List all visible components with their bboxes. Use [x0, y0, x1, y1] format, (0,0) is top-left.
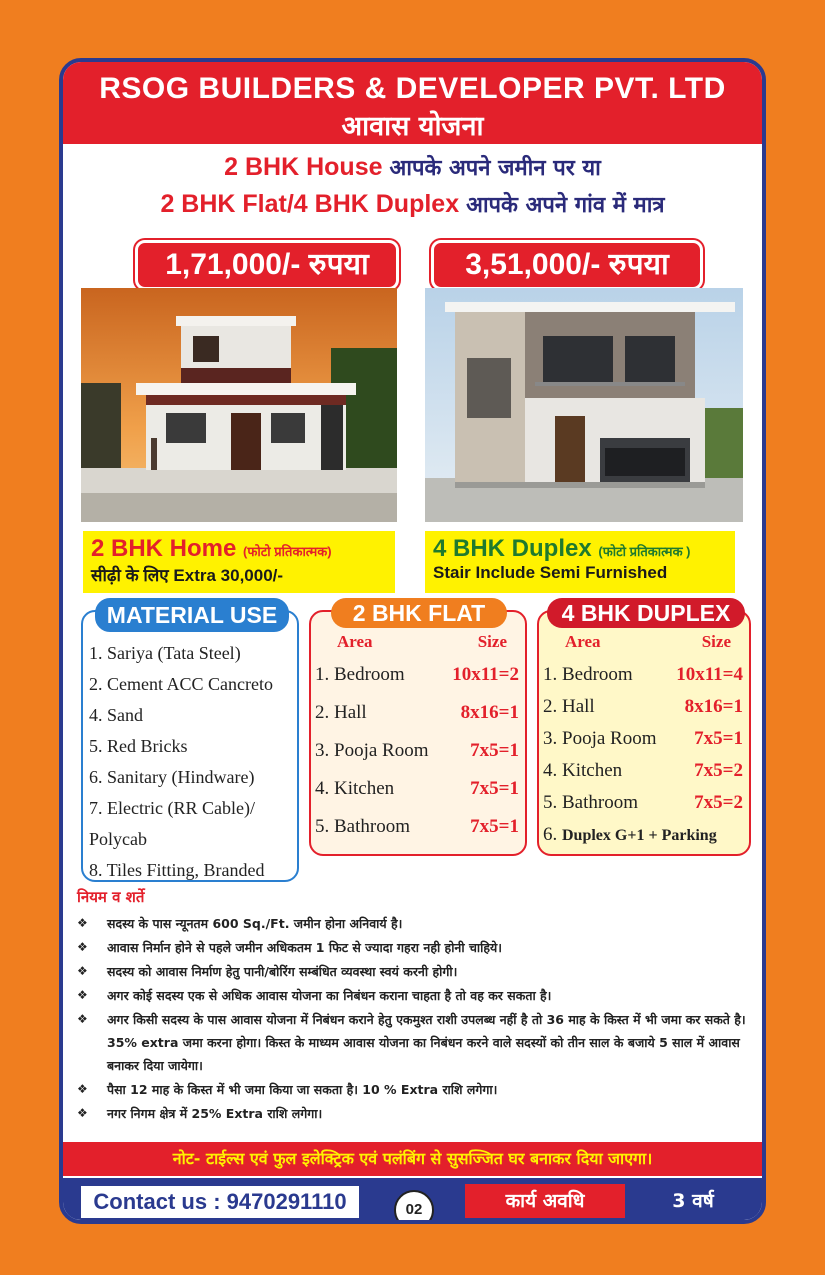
rule-item: [77, 1078, 757, 1101]
note-label: नोट-: [172, 1149, 201, 1168]
room-size: 7x5=1: [470, 778, 519, 799]
duration-value: 3 वर्ष: [672, 1190, 714, 1212]
price-4bhk: 3,51,000/- रुपया: [431, 240, 703, 290]
room-name: 5. Bathroom: [543, 792, 638, 813]
rule-item: [77, 1102, 757, 1125]
rule-text: सदस्य के पास न्यूनतम 600 Sq./Ft. जमीन होना अनिवार्य है।: [107, 916, 403, 931]
caption-duplex-note: (फोटो प्रतिकात्मक ): [598, 544, 691, 559]
brochure-page: [59, 58, 766, 1224]
duplex-rows: [543, 664, 743, 856]
duplex-title: 4 BHK DUPLEX: [547, 598, 745, 628]
diamond-bullet-icon: ❖: [77, 1012, 88, 1026]
diamond-bullet-icon: ❖: [77, 940, 88, 954]
headline-2-english: 2 BHK Flat/4 BHK Duplex: [160, 190, 460, 218]
diamond-bullet-icon: ❖: [77, 916, 88, 930]
room-size: 8x16=1: [684, 696, 743, 717]
duplex-row: [543, 824, 743, 856]
caption-4bhk-duplex: [425, 531, 735, 593]
room-name: 3. Pooja Room: [543, 728, 657, 749]
material-list: [89, 638, 273, 886]
rule-text: आवास निर्मान होने से पहले जमीन अधिकतम 1 फिट से ज्यादा गहरा नही होनी चाहिये।: [107, 940, 502, 955]
room-size: 7x5=1: [470, 816, 519, 837]
material-item: 7. Electric (RR Cable)/: [89, 798, 255, 818]
flat-row: [315, 702, 519, 740]
diamond-bullet-icon: ❖: [77, 1082, 88, 1096]
material-item: 5. Red Bricks: [89, 736, 188, 756]
room-size: 10x11=2: [452, 664, 519, 685]
duplex-row: [543, 792, 743, 824]
room-size: 7x5=2: [694, 760, 743, 781]
caption-home-title: 2 BHK Home: [91, 535, 237, 562]
scheme-title: आवास योजना: [341, 111, 484, 142]
flat-panel: [309, 600, 527, 856]
rule-item: [77, 1008, 757, 1077]
headline-1-english: 2 BHK House: [224, 153, 383, 181]
price-2bhk: 1,71,000/- रुपया: [135, 240, 399, 290]
room-name: 1. Bedroom: [315, 664, 405, 685]
diamond-bullet-icon: ❖: [77, 1106, 88, 1120]
rule-item: [77, 960, 757, 983]
room-size: 10x11=4: [676, 664, 743, 685]
material-panel: [81, 602, 299, 882]
duplex-row: [543, 728, 743, 760]
company-name: RSOG BUILDERS & DEVELOPER PVT. LTD: [99, 72, 726, 105]
room-size: 7x5=2: [694, 792, 743, 813]
material-item: Polycab: [89, 829, 147, 849]
material-item: 2. Cement ACC Cancreto: [89, 674, 273, 694]
flat-row: [315, 740, 519, 778]
headline-line-1: [63, 152, 762, 182]
material-title: MATERIAL USE: [95, 598, 289, 632]
note-bar: [63, 1142, 762, 1176]
rules-title: नियम व शर्ते: [77, 888, 145, 906]
headline-2-hindi: आपके अपने गांव में मात्र: [466, 193, 665, 218]
duplex-col-size: Size: [701, 632, 731, 651]
duplex-panel: [537, 600, 751, 856]
house-photo-4bhk-duplex: [425, 288, 743, 522]
duplex-row: [543, 696, 743, 728]
flat-col-size: Size: [477, 632, 507, 651]
material-item: 6. Sanitary (Hindware): [89, 767, 255, 787]
header-banner: [63, 62, 762, 144]
rule-text: पैसा 12 माह के किस्त में भी जमा किया जा सकता है। 10 % Extra राशि लगेगा।: [107, 1082, 498, 1097]
rule-item: [77, 984, 757, 1007]
page-number: 02: [394, 1190, 434, 1224]
room-size: 7x5=1: [470, 740, 519, 761]
rule-item: [77, 936, 757, 959]
contact-phone[interactable]: Contact us : 9470291110: [81, 1186, 359, 1218]
room-name: 4. Kitchen: [315, 778, 395, 799]
diamond-bullet-icon: ❖: [77, 964, 88, 978]
room-name: 2. Hall: [315, 702, 367, 723]
caption-2bhk-home: [83, 531, 395, 593]
rule-item: [77, 912, 757, 935]
duplex-row: [543, 664, 743, 696]
rule-text: अगर किसी सदस्य के पास आवास योजना में निबंधन कराने हेतु एकमुश्त राशी उपलब्ध नहीं है तो 36 माह के किस्त में भी जमा कर सकते है। 35% extra जमा करना होगा। किस्त के माध्यम आवास योजना का निबंधन करने वाले सदस्यों को तीन साल के बजाये 5 साल में आवास बनाकर दिया जायेगा।: [107, 1012, 746, 1073]
room-name: 4. Kitchen: [543, 760, 623, 781]
headline-line-2: [63, 189, 762, 219]
caption-duplex-sub: Stair Include Semi Furnished: [433, 563, 668, 582]
material-item: 1. Sariya (Tata Steel): [89, 643, 241, 663]
material-item: 4. Sand: [89, 705, 143, 725]
room-size: 7x5=1: [694, 728, 743, 749]
duplex-row: [543, 760, 743, 792]
flat-col-area: Area: [337, 632, 373, 651]
headline-1-hindi: आपके अपने जमीन पर या: [389, 156, 601, 181]
house-photo-2bhk: [81, 288, 397, 522]
room-name: 1. Bedroom: [543, 664, 633, 685]
diamond-bullet-icon: ❖: [77, 988, 88, 1002]
caption-home-sub: सीढ़ी के लिए Extra 30,000/-: [91, 566, 284, 585]
rule-text: सदस्य को आवास निर्माण हेतु पानी/बोरिंग सम्बंधित व्यवस्था स्वयं करनी होगी।: [107, 964, 458, 979]
room-name: 3. Pooja Room: [315, 740, 429, 761]
flat-row: [315, 664, 519, 702]
room-name: 2. Hall: [543, 696, 595, 717]
note-text: टाईल्स एवं फुल इलेक्ट्रिक एवं पलंबिंग से सुसज्जित घर बनाकर दिया जाएगा।: [206, 1149, 653, 1168]
rule-text: नगर निगम क्षेत्र में 25% Extra राशि लगेगा।: [107, 1106, 323, 1121]
rules-list: [77, 912, 757, 1126]
room-size: 8x16=1: [460, 702, 519, 723]
material-item: 8. Tiles Fitting, Branded: [89, 860, 265, 880]
caption-home-note: (फोटो प्रतिकात्मक): [243, 544, 332, 559]
duplex-col-area: Area: [565, 632, 601, 651]
flat-rows: [315, 664, 519, 854]
caption-duplex-title: 4 BHK Duplex: [433, 535, 592, 562]
duplex-parking-text: Duplex G+1 + Parking: [562, 827, 717, 844]
flat-row: [315, 778, 519, 816]
flat-title: 2 BHK FLAT: [331, 598, 507, 628]
room-number: 6.: [543, 824, 558, 845]
flat-row: [315, 816, 519, 854]
rule-text: अगर कोई सदस्य एक से अधिक आवास योजना का निबंधन कराना चाहता है तो वह कर सकता है।: [107, 988, 552, 1003]
duration-label: कार्य अवधि: [465, 1184, 625, 1218]
room-name: 5. Bathroom: [315, 816, 410, 837]
